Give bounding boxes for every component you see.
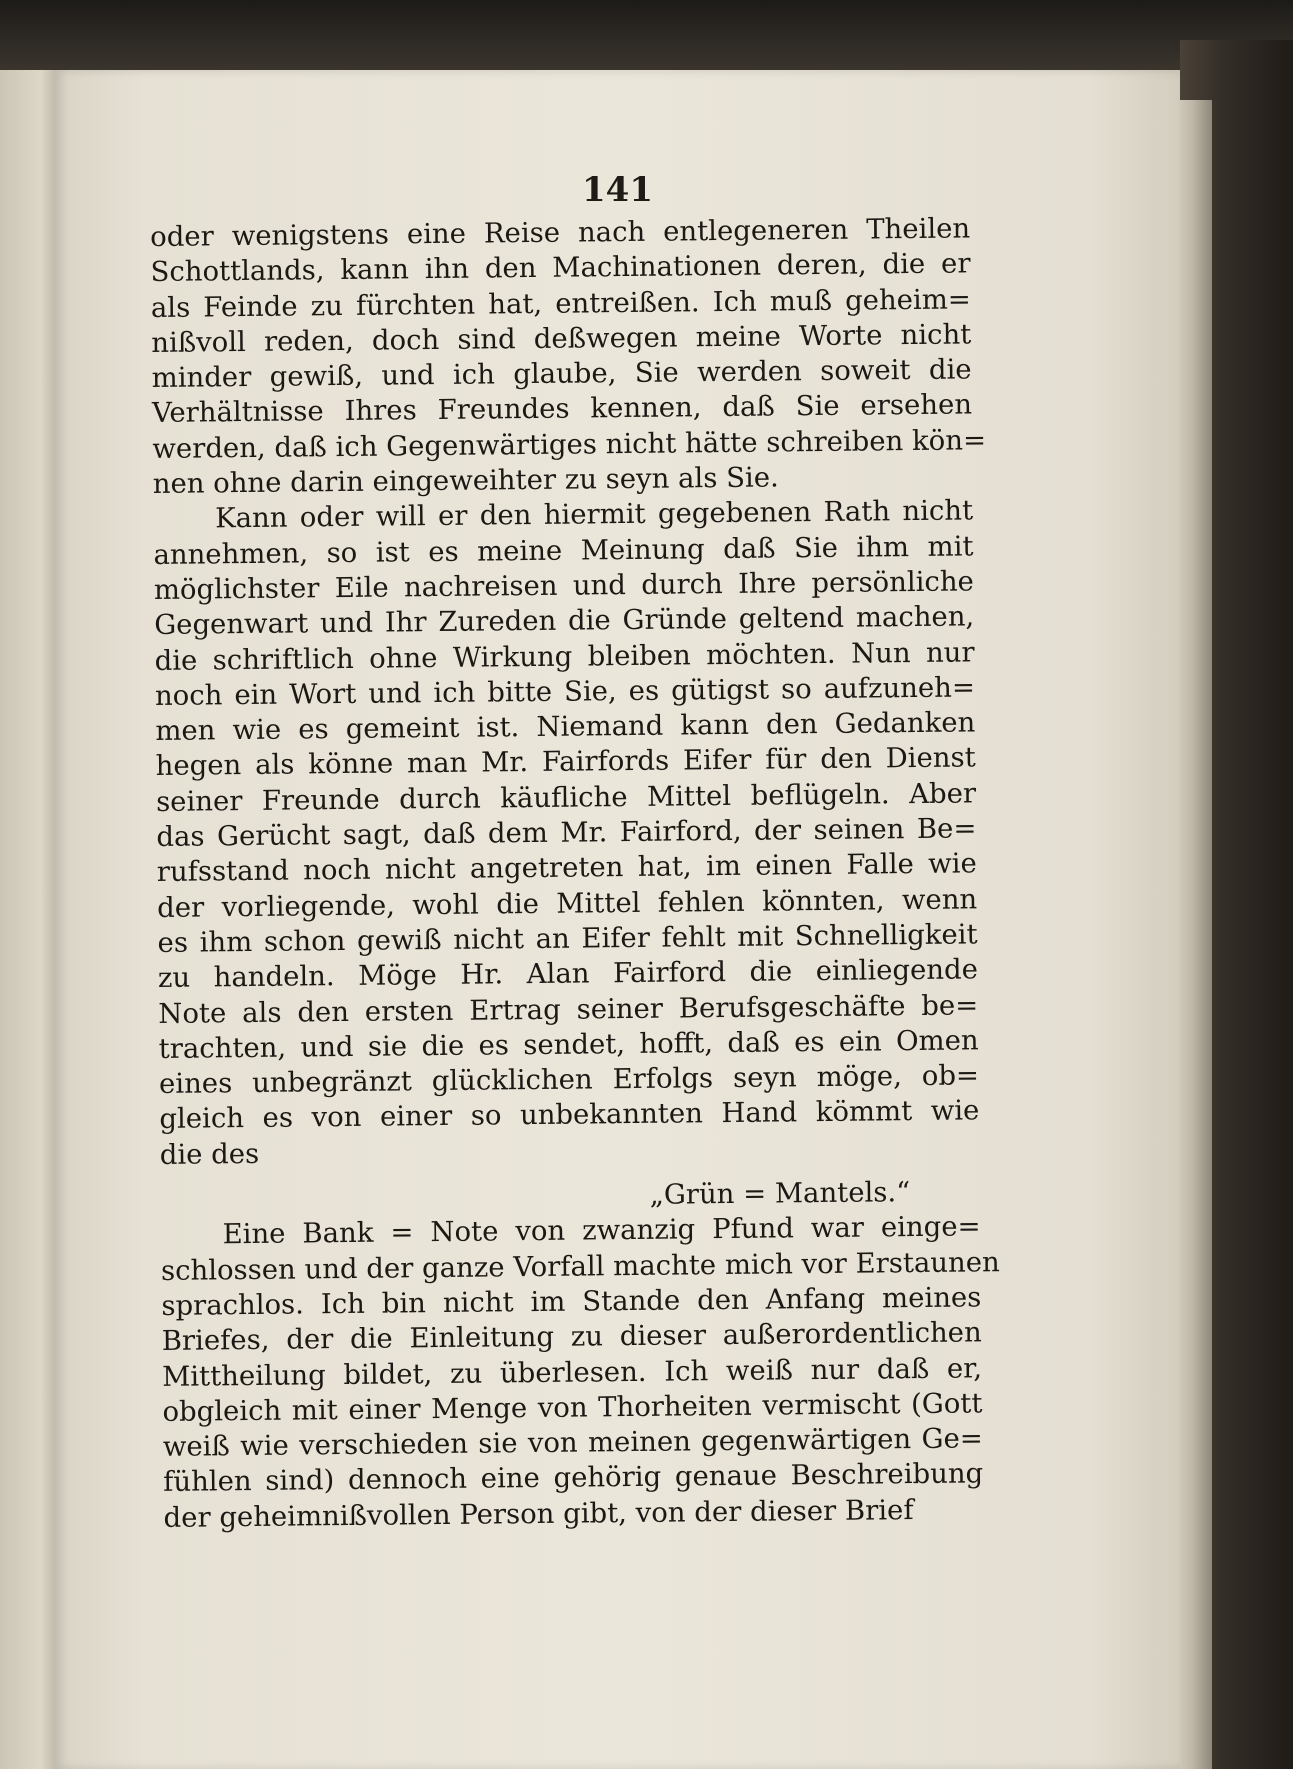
paragraph-2-line: gleich es von einer so unbekannten Hand kömmt wie <box>159 1094 980 1136</box>
paragraph-2-line: die des <box>159 1137 260 1171</box>
closing-paragraph-line: weiß wie verschieden sie von meinen gegenwärtigen Ge= <box>162 1422 983 1464</box>
paragraph-2-line: die schriftlich ohne Wirkung bleiben möchten. Nun nur <box>154 635 975 677</box>
paragraph-1-line: nißvoll reden, doch sind deßwegen meine Worte nicht <box>151 318 972 359</box>
book-page <box>55 70 1180 1769</box>
closing-paragraph-line: obgleich mit einer Menge von Thorheiten vermischt (Gott <box>162 1387 983 1428</box>
closing-paragraph-line: der geheimnißvollen Person gibt, von der dieser Brief <box>163 1493 914 1534</box>
paragraph-2-line: Kann oder will er den hiermit gegebenen Rath nicht <box>214 494 974 535</box>
paragraph-2-line: eines unbegränzt glücklichen Erfolgs seyn möge, ob= <box>158 1059 980 1101</box>
paragraph-2-line: möglichster Eile nachreisen und durch Ihre persönliche <box>153 565 974 606</box>
paragraph-2-line: Gegenwart und Ihr Zureden die Gründe geltend machen, <box>154 600 975 642</box>
paragraph-1-line: oder wenigstens eine Reise nach entlegeneren Theilen <box>150 212 971 253</box>
paragraph-2-line: annehmen, so ist es meine Meinung daß Sie ihm mit <box>153 530 974 571</box>
page-number: 141 <box>582 170 653 210</box>
closing-paragraph-line: sprachlos. Ich bin nicht im Stande den Anfang meines <box>161 1281 982 1322</box>
paragraph-1-line: minder gewiß, und ich glaube, Sie werden soweit die <box>151 353 972 395</box>
paragraph-2-line: trachten, und sie die es sendet, hofft, daß es ein Omen <box>158 1024 979 1065</box>
paragraph-1-line: Schottlands, kann ihn den Machinationen deren, die er <box>150 247 971 289</box>
left-page-edge <box>0 70 58 1769</box>
paragraph-1-line: nen ohne darin eingeweihter zu seyn als Sie. <box>152 461 779 501</box>
paragraph-2-line: es ihm schon gewiß nicht an Eifer fehlt mit Schnelligkeit <box>157 918 978 959</box>
paragraph-2-line: noch ein Wort und ich bitte Sie, es gütigst so aufzuneh= <box>154 671 976 712</box>
paragraph-2-line: der vorliegende, wohl die Mittel fehlen könnten, wenn <box>157 883 978 924</box>
paragraph-1-line: als Feinde zu fürchten hat, entreißen. Ich muß geheim= <box>150 283 972 324</box>
paragraph-1-line: werden, daß ich Gegenwärtiges nicht hätte schreiben kön= <box>152 424 987 465</box>
paragraph-2-line: zu handeln. Möge Hr. Alan Fairford die einliegende <box>157 953 979 995</box>
closing-paragraph-line: Mittheilung bildet, zu überlesen. Ich weiß nur daß er, <box>161 1351 983 1393</box>
closing-paragraph-line: Briefes, der die Einleitung zu dieser außerordentlichen <box>161 1316 982 1358</box>
book-cover-top <box>0 0 1293 70</box>
paragraph-1-line: Verhältnisse Ihres Freundes kennen, daß Sie ersehen <box>151 388 973 430</box>
paragraph-2-line: hegen als könne man Mr. Fairfords Eifer für den Dienst <box>155 741 976 783</box>
closing-paragraph-line: schlossen und der ganze Vorfall machte mich vor Erstaunen <box>160 1245 1000 1287</box>
closing-paragraph-line: fühlen sind) dennoch eine gehörig genaue Beschreibung <box>163 1457 984 1499</box>
paragraph-2-line: das Gerücht sagt, daß dem Mr. Fairford, der seinen Be= <box>156 812 977 854</box>
page-text <box>150 211 1000 1535</box>
paragraph-2-line: Note als den ersten Ertrag seiner Berufsgeschäfte be= <box>158 988 979 1030</box>
letter-signature: „Grün = Mantels.“ <box>649 1176 911 1211</box>
paragraph-2-line: rufsstand noch nicht angetreten hat, im einen Falle wie <box>156 847 977 889</box>
closing-paragraph-line: Eine Bank = Note von zwanzig Pfund war einge= <box>222 1210 981 1251</box>
paragraph-2-line: men wie es gemeint ist. Niemand kann den Gedanken <box>155 706 976 748</box>
paragraph-2-line: seiner Freunde durch käufliche Mittel beflügeln. Aber <box>155 777 977 818</box>
